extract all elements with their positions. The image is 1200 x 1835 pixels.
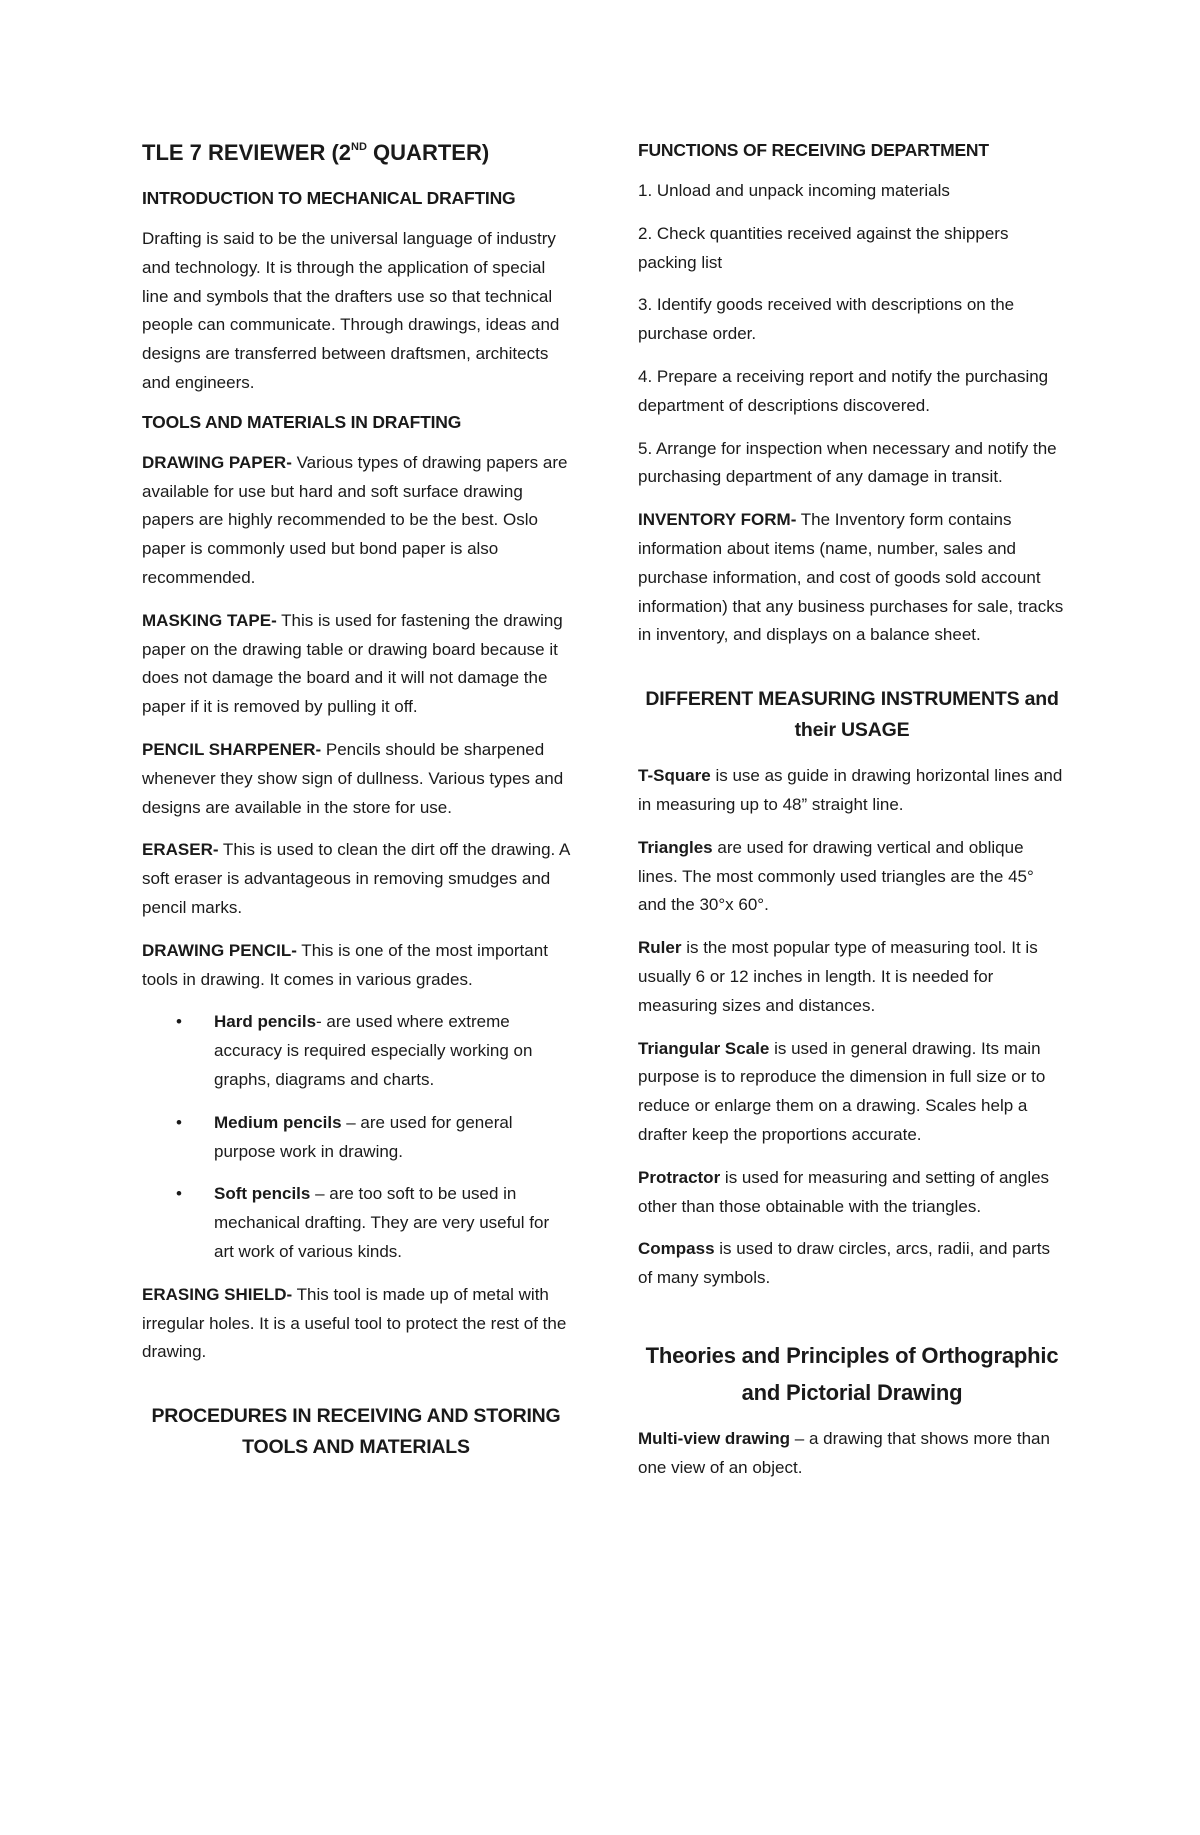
function-item: 5. Arrange for inspection when necessary and notify the purchasing department of any damage in transit.: [638, 438, 1057, 487]
instrument-t-square: [638, 762, 1066, 820]
tool-term: MASKING TAPE-: [142, 610, 277, 630]
pencil-desc: - are used where extreme accuracy is required especially working on graphs, diagrams and charts.: [214, 1012, 533, 1089]
tool-term: DRAWING PAPER-: [142, 452, 292, 472]
tool-term: ERASING SHIELD-: [142, 1284, 293, 1304]
tool-drawing-pencil: [142, 937, 570, 995]
tool-term: DRAWING PENCIL-: [142, 940, 297, 960]
pencil-desc: – are used for general purpose work in drawing.: [214, 1112, 513, 1161]
instrument-ruler: [638, 934, 1066, 1020]
procedures-heading: PROCEDURES IN RECEIVING AND STORING TOOLS AND MATERIALS: [151, 1405, 561, 1459]
instrument-term: Triangular Scale: [638, 1038, 770, 1058]
tool-masking-tape: [142, 607, 570, 722]
tool-term: ERASER-: [142, 840, 219, 860]
instrument-term: Compass: [638, 1239, 715, 1259]
function-item: 3. Identify goods received with descriptions on the purchase order.: [638, 295, 1015, 344]
tools-heading: TOOLS AND MATERIALS IN DRAFTING: [142, 411, 462, 432]
tool-erasing-shield: [142, 1281, 570, 1367]
instrument-term: T-Square: [638, 766, 711, 786]
multiview-term: Multi-view drawing: [638, 1428, 791, 1448]
tool-desc: This is used for fastening the drawing paper on the drawing table or drawing board because it does not damage the board and it will not damage the paper if it is removed by pulling it off.: [142, 610, 563, 717]
instrument-desc: is used in general drawing. Its main purpose is to reproduce the dimension in full size or to reduce or enlarge them on a drawing. Scales help a drafter keep the proportions accurate.: [638, 1038, 1046, 1144]
function-item: 4. Prepare a receiving report and notify the purchasing department of descriptions discovered.: [638, 366, 1049, 415]
instrument-term: Triangles: [638, 837, 713, 857]
bullet-icon: •: [176, 1112, 182, 1132]
theories-heading: Theories and Principles of Orthographic and Pictorial Drawing: [645, 1342, 1059, 1405]
functions-heading: FUNCTIONS OF RECEIVING DEPARTMENT: [638, 140, 989, 160]
instrument-triangles: [638, 834, 1066, 920]
right-column: [638, 140, 1066, 1497]
left-column: [142, 140, 570, 1479]
intro-heading: INTRODUCTION TO MECHANICAL DRAFTING: [142, 188, 516, 208]
tool-desc: This is used to clean the dirt off the drawing. A soft eraser is advantageous in removing smudges and pencil marks.: [142, 840, 570, 917]
inventory-desc: The Inventory form contains information about items (name, number, sales and purchase information, and cost of goods sold account information) that any business purchases for sale, tracks in inventory, and displays on a balance sheet.: [638, 510, 1064, 645]
bullet-icon: •: [176, 1184, 182, 1204]
tool-desc: This tool is made up of metal with irregular holes. It is a useful tool to protect the rest of the drawing.: [142, 1284, 567, 1362]
instrument-desc: is use as guide in drawing horizontal lines and in measuring up to 48” straight line.: [638, 766, 1063, 814]
instrument-desc: is the most popular type of measuring tool. It is usually 6 or 12 inches in length. It is needed for measuring sizes and distances.: [638, 938, 1038, 1015]
instrument-term: Ruler: [638, 938, 682, 958]
title-superscript: ND: [351, 141, 367, 153]
instrument-compass: [638, 1235, 1066, 1293]
function-item: 2. Check quantities received against the shippers packing list: [638, 223, 1009, 272]
instrument-desc: are used for drawing vertical and oblique lines. The most commonly used triangles are the 45° and the 30°x 60°.: [638, 837, 1034, 915]
inventory-term: INVENTORY FORM-: [638, 510, 797, 530]
instrument-desc: is used to draw circles, arcs, radii, and parts of many symbols.: [638, 1239, 1050, 1288]
tool-pencil-sharpener: [142, 736, 570, 822]
instrument-triangular-scale: [638, 1035, 1066, 1150]
tool-desc: This is one of the most important tools in drawing. It comes in various grades.: [142, 940, 548, 989]
instrument-desc: is used for measuring and setting of angles other than those obtainable with the triangles.: [638, 1167, 1050, 1216]
pencil-grades-list: [142, 1008, 570, 1266]
instrument-term: Protractor: [638, 1167, 721, 1187]
list-item: [142, 1180, 570, 1266]
pencil-term: Hard pencils: [214, 1012, 317, 1032]
pencil-desc: – are too soft to be used in mechanical drafting. They are very useful for art work of various kinds.: [214, 1184, 550, 1261]
tool-eraser: [142, 836, 570, 922]
bullet-icon: •: [176, 1012, 182, 1032]
tool-desc: Various types of drawing papers are available for use but hard and soft surface drawing papers are highly recommended to be the best. Oslo paper is commonly used but bond paper is also recommended.: [142, 452, 568, 587]
multiview-paragraph: [638, 1425, 1066, 1483]
pencil-term: Soft pencils: [214, 1184, 311, 1204]
title-main: TLE 7 REVIEWER (2: [142, 140, 352, 165]
pencil-term: Medium pencils: [214, 1112, 342, 1132]
list-item: [142, 1008, 570, 1094]
tool-term: PENCIL SHARPENER-: [142, 739, 322, 759]
inventory-form-paragraph: [638, 506, 1066, 650]
multiview-desc: – a drawing that shows more than one view of an object.: [638, 1428, 1050, 1477]
instruments-heading: DIFFERENT MEASURING INSTRUMENTS and their USAGE: [645, 688, 1059, 742]
instrument-protractor: [638, 1164, 1066, 1222]
intro-paragraph: Drafting is said to be the universal language of industry and technology. It is through the application of special line and symbols that the drafters use so that technical people can communicate. Through drawings, ideas and designs are transferred between draftsmen, architects and engineers.: [142, 229, 560, 392]
function-item: 1. Unload and unpack incoming materials: [638, 181, 950, 200]
title-rest: QUARTER): [366, 140, 490, 165]
list-item: [142, 1109, 570, 1167]
tool-desc: Pencils should be sharpened whenever they show sign of dullness. Various types and designs are available in the store for use.: [142, 739, 564, 817]
tool-drawing-paper: [142, 449, 570, 593]
page-title: [142, 140, 570, 166]
